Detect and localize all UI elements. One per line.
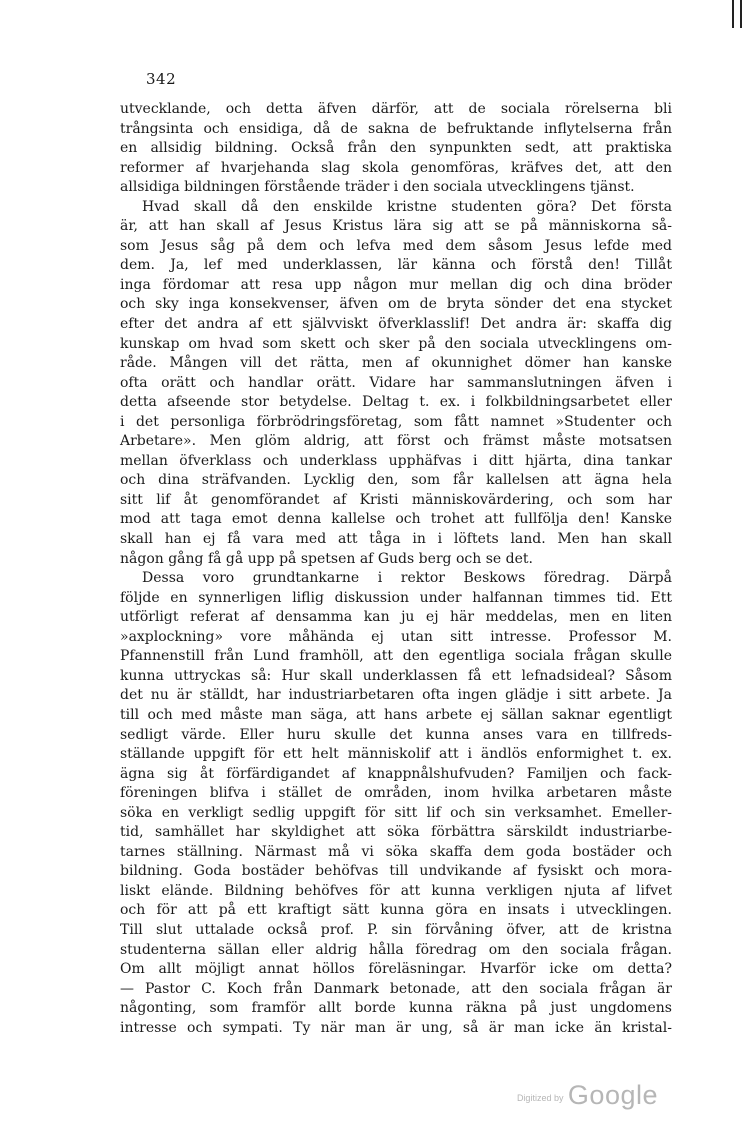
text-line: följde en synnerligen liflig diskussion under halfannan timmes tid. Ett <box>120 589 672 606</box>
text-line: som Jesus såg på dem och lefva med dem såsom Jesus lefde med <box>120 237 672 254</box>
text-line: intresse och sympati. Ty när man är ung, så är man icke än kristal- <box>120 1019 672 1036</box>
text-line: studenterna sällan eller aldrig hålla föredrag om den sociala frågan. <box>120 941 672 958</box>
text-line: kunna uttryckas så: Hur skall underklassen få ett lefnadsideal? Såsom <box>120 667 672 684</box>
text-line: kunskap om hvad som skett och sker på den sociala utvecklingens om- <box>120 335 672 352</box>
text-line: mod att taga emot denna kallelse och trohet att fullfölja den! Kanske <box>120 511 672 528</box>
text-line: efter det andra af ett självviskt öfverklasslif! Det andra är: skaffa dig <box>120 316 672 333</box>
text-line: Om allt möjligt annat höllos föreläsningar. Hvarför icke om detta? <box>120 961 672 978</box>
text-line: bildning. Goda bostäder behöfvas till undvikande af fysiskt och mora- <box>120 863 672 880</box>
text-line: utvecklande, och detta äfven därför, att de sociala rörelserna bli <box>120 101 672 117</box>
text-line: tarnes ställning. Närmast må vi söka skaffa dem goda bostäder och <box>120 843 672 860</box>
text-line: utförligt referat af densamma kan ju ej här meddelas, men en liten <box>120 609 672 626</box>
text-line: skall han ej få vara med att tåga in i löftets land. Men han skall <box>120 531 672 548</box>
text-line: är, att han skall af Jesus Kristus lära sig att se på människorna så- <box>120 218 672 235</box>
text-line: mellan öfverklass och underklass upphäfvas i ditt hjärta, dina tankar <box>120 452 672 469</box>
page-edge-mark <box>732 0 742 28</box>
text-line: en allsidig bildning. Också från den synpunkten sedt, att praktiska <box>120 140 672 157</box>
text-line: Dessa voro grundtankarne i rektor Beskows föredrag. Därpå <box>142 570 672 587</box>
text-line: ställande uppgift för ett helt människolif att i ändlös enformighet t. ex. <box>120 746 672 763</box>
watermark-prefix: Digitized by <box>516 1093 564 1103</box>
text-line: allsidiga bildningen förstående träder i den sociala utvecklingens tjänst. <box>120 179 635 196</box>
text-line: sedligt värde. Eller huru skulle det kunna anses vara en tillfreds- <box>120 726 672 743</box>
text-line: föreningen blifva i stället de områden, inom hvilka arbetaren måste <box>120 785 672 802</box>
text-line: detta afseende stor betydelse. Deltag t. ex. i folkbildningsarbetet eller <box>120 394 672 411</box>
text-line: tid, samhället har skyldighet att söka förbättra särskildt industriarbe- <box>120 824 672 841</box>
digitized-by-google-watermark <box>517 1080 658 1111</box>
page-number: 342 <box>146 70 177 88</box>
text-line: till och med måste man säga, att hans arbete ej sällan saknar egentligt <box>120 706 672 723</box>
text-line: Pfannenstill från Lund framhöll, att den egentliga sociala frågan skulle <box>120 648 672 665</box>
text-line: Till slut uttalade också prof. P. sin förvåning öfver, att de kristna <box>120 921 672 938</box>
text-line: »axplockning» vore måhända ej utan sitt intresse. Professor M. <box>120 628 672 645</box>
text-line: dem. Ja, lef med underklassen, lär känna och förstå den! Tillåt <box>120 257 672 274</box>
text-line: det nu är ställdt, har industriarbetaren ofta ingen glädje i sitt arbete. Ja <box>120 687 672 704</box>
text-line: i det personliga förbrödringsföretag, som fått namnet »Studenter och <box>120 413 672 430</box>
text-line: — Pastor C. Koch från Danmark betonade, att den sociala frågan är <box>120 980 672 997</box>
body-text <box>120 100 672 1038</box>
text-line: någonting, som framför allt borde kunna räkna på just ungdomens <box>120 1000 672 1017</box>
text-line: Hvad skall då den enskilde kristne studenten göra? Det första <box>142 198 672 215</box>
text-line: och för att på ett kraftigt sätt kunna göra en insats i utvecklingen. <box>120 902 672 919</box>
text-line: liskt elände. Bildning behöfves för att kunna verkligen njuta af lifvet <box>120 882 672 899</box>
text-line: någon gång få gå upp på spetsen af Guds berg och se det. <box>120 550 533 567</box>
text-line: ofta orätt och handlar orätt. Vidare har sammanslutningen äfven i <box>120 374 672 391</box>
text-line: sitt lif åt genomförandet af Kristi människovärdering, och som har <box>120 491 672 508</box>
text-line: råde. Mången vill det rätta, men af okunnighet dömer han kanske <box>120 355 672 372</box>
text-line: söka en verkligt sedlig uppgift för sitt lif och sin verksamhet. Emeller- <box>120 804 672 821</box>
text-line: Arbetare». Men glöm aldrig, att först och främst måste motsatsen <box>120 433 672 450</box>
text-line: ägna sig åt förfärdigandet af knappnålshufvuden? Familjen och fack- <box>120 765 672 782</box>
text-line: trångsinta och ensidiga, då de sakna de befruktande inflytelserna från <box>120 120 672 137</box>
text-line: reformer af hvarjehanda slag skola genomföras, kräfves det, att den <box>120 159 672 176</box>
google-logo-text: Google <box>567 1080 658 1110</box>
text-line: och sky inga konsekvenser, äfven om de bryta sönder det ena stycket <box>120 296 672 313</box>
text-line: och dina sträfvanden. Lycklig den, som får kallelsen att ägna hela <box>120 472 672 489</box>
text-line: inga fördomar att resa upp någon mur mellan dig och dina bröder <box>120 276 672 293</box>
